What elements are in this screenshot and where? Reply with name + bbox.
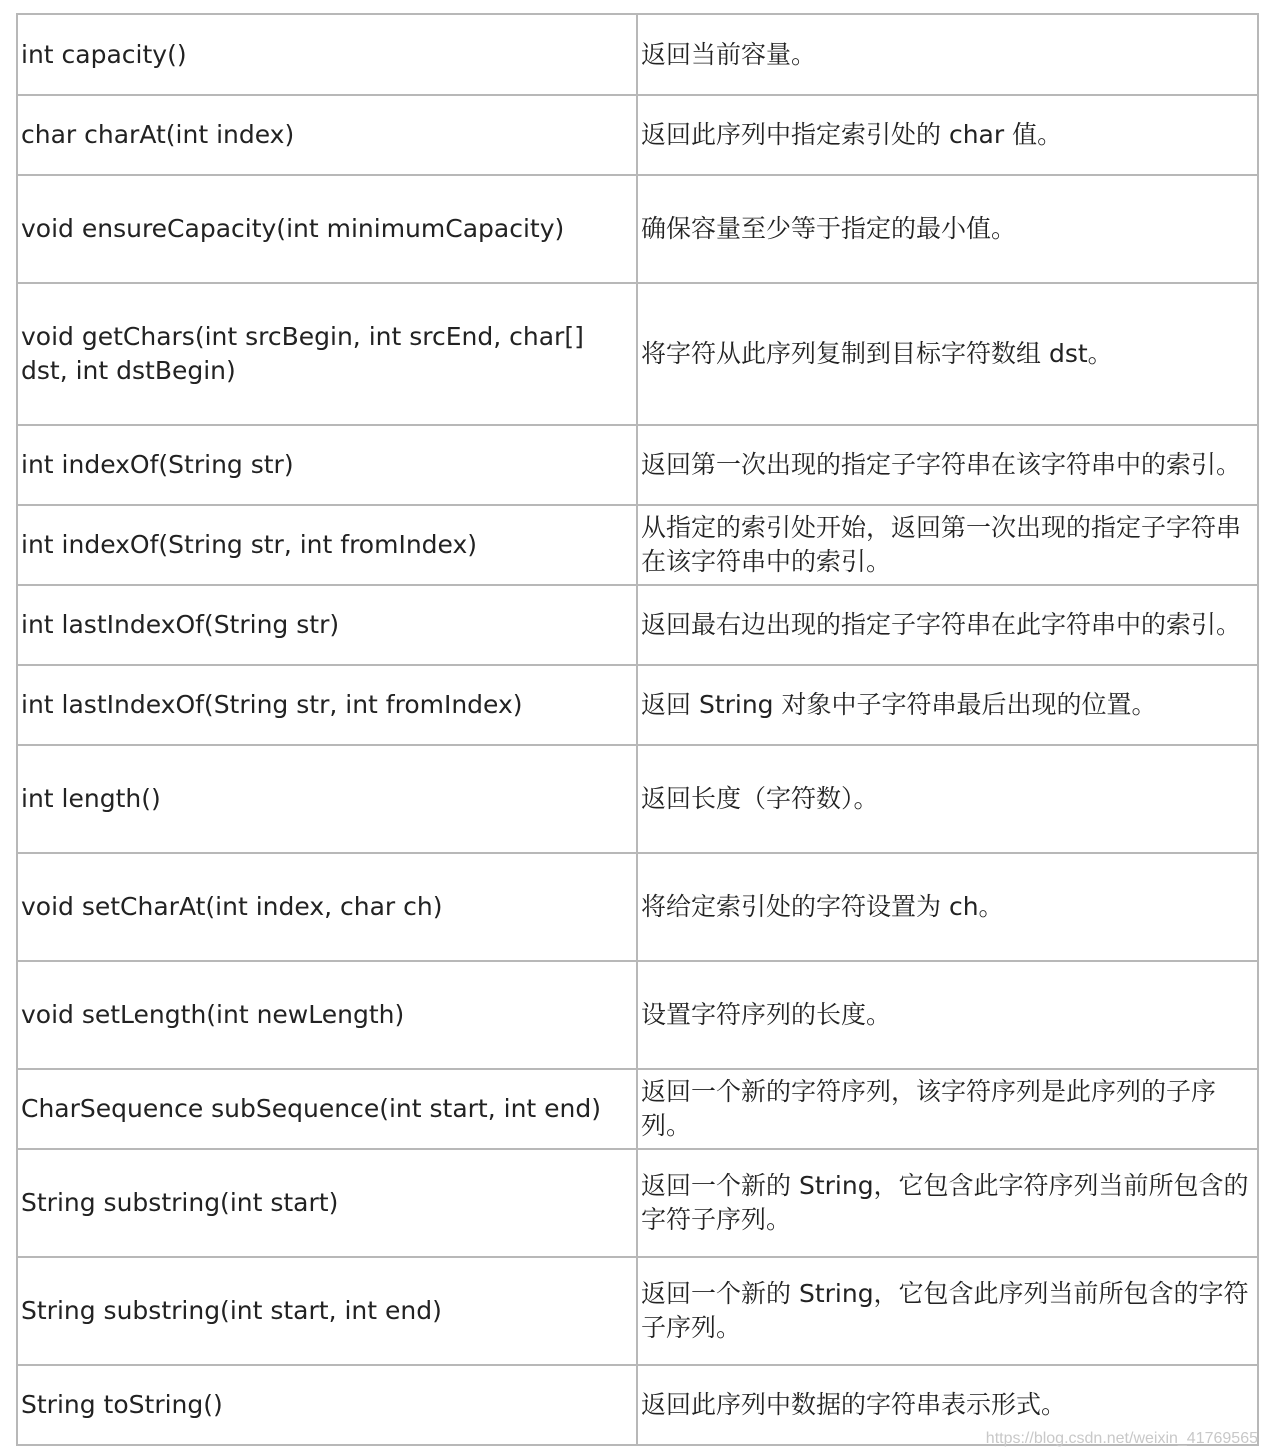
table-row [17,853,1258,961]
description-cell: 将给定索引处的字符设置为 ch。 [637,853,1258,961]
method-cell: void ensureCapacity(int minimumCapacity) [17,175,637,283]
table-row [17,505,1258,585]
description-cell: 返回一个新的字符序列，该字符序列是此序列的子序列。 [637,1069,1258,1149]
description-cell: 返回最右边出现的指定子字符串在此字符串中的索引。 [637,585,1258,665]
description-cell: 返回此序列中指定索引处的 char 值。 [637,95,1258,175]
method-cell: void setCharAt(int index, char ch) [17,853,637,961]
method-cell: int length() [17,745,637,853]
table-row [17,585,1258,665]
method-cell: int lastIndexOf(String str) [17,585,637,665]
description-cell: 返回长度（字符数）。 [637,745,1258,853]
table-row [17,283,1258,425]
description-cell: 返回一个新的 String，它包含此序列当前所包含的字符子序列。 [637,1257,1258,1365]
table-row [17,1069,1258,1149]
table-row [17,1257,1258,1365]
table-row [17,14,1258,95]
method-cell: String substring(int start, int end) [17,1257,637,1365]
method-cell: char charAt(int index) [17,95,637,175]
method-cell: int indexOf(String str) [17,425,637,505]
table-row [17,1149,1258,1257]
description-cell: 返回当前容量。 [637,14,1258,95]
method-cell: String substring(int start) [17,1149,637,1257]
method-cell: void getChars(int srcBegin, int srcEnd, char[] dst, int dstBegin) [17,283,637,425]
method-cell: void setLength(int newLength) [17,961,637,1069]
description-cell: 确保容量至少等于指定的最小值。 [637,175,1258,283]
description-cell: 返回第一次出现的指定子字符串在该字符串中的索引。 [637,425,1258,505]
table-row [17,961,1258,1069]
description-cell: 从指定的索引处开始，返回第一次出现的指定子字符串在该字符串中的索引。 [637,505,1258,585]
table-row [17,745,1258,853]
description-cell: 设置字符序列的长度。 [637,961,1258,1069]
description-cell: 返回一个新的 String，它包含此字符序列当前所包含的字符子序列。 [637,1149,1258,1257]
table-row [17,665,1258,745]
table-row [17,175,1258,283]
description-cell: 返回此序列中数据的字符串表示形式。 [637,1365,1258,1445]
method-cell: String toString() [17,1365,637,1445]
method-cell: CharSequence subSequence(int start, int end) [17,1069,637,1149]
method-table [16,13,1259,1446]
description-cell: 返回 String 对象中子字符串最后出现的位置。 [637,665,1258,745]
table-row [17,95,1258,175]
watermark: https://blog.csdn.net/weixin_41769565 [985,1430,1258,1447]
method-cell: int indexOf(String str, int fromIndex) [17,505,637,585]
method-cell: int capacity() [17,14,637,95]
description-cell: 将字符从此序列复制到目标字符数组 dst。 [637,283,1258,425]
table-row [17,425,1258,505]
method-cell: int lastIndexOf(String str, int fromIndex) [17,665,637,745]
